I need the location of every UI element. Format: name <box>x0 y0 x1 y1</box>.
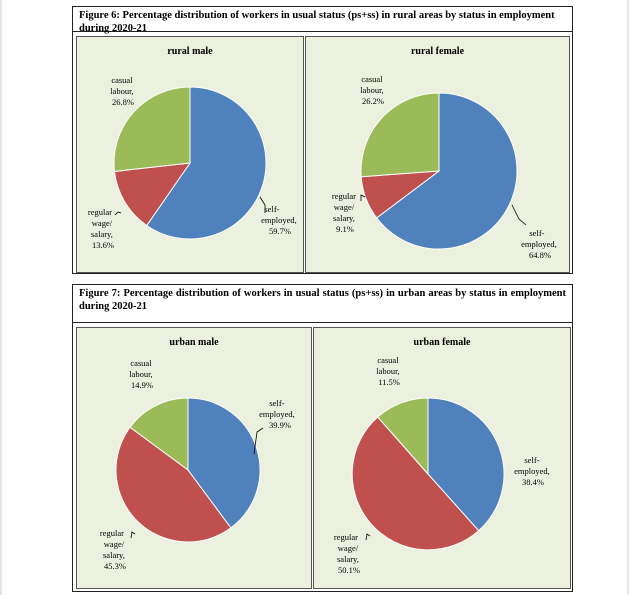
page-edge-left <box>0 0 2 595</box>
label-regular-wage-salary: regular wage/ salary, 13.6% <box>87 207 114 250</box>
figure-7 <box>72 284 573 592</box>
figure-6 <box>72 6 573 274</box>
leader-line <box>115 212 121 215</box>
chart-panel-urban-female <box>313 327 571 589</box>
label-casual-labour: casual labour, 11.5% <box>376 355 400 387</box>
leader-line <box>366 534 370 540</box>
label-casual-labour: casual labour, 14.9% <box>129 358 153 390</box>
chart-panel-rural-male <box>76 36 304 273</box>
leader-line <box>361 195 365 201</box>
pie-chart-urban-male <box>77 328 311 588</box>
label-self-employed: self- employed, 38.4% <box>514 455 550 487</box>
figure-7-title: Figure 7: Percentage distribution of workers in usual status (ps+ss) in urban areas by status in employment during 2020-21 <box>73 285 572 323</box>
chart-panel-urban-male <box>76 327 312 589</box>
pie-chart-rural-male <box>77 37 303 272</box>
chart-title: rural male <box>167 46 213 57</box>
chart-title: urban male <box>169 337 219 348</box>
figure-6-title: Figure 6: Percentage distribution of workers in usual status (ps+ss) in rural areas by status in employment during 2020-21 <box>73 7 572 32</box>
label-casual-labour: casual labour, 26.8% <box>110 75 134 107</box>
pie-chart-urban-female <box>314 328 570 588</box>
label-regular-wage-salary: regular wage/ salary, 50.1% <box>333 532 360 575</box>
label-regular-wage-salary: regular wage/ salary, 45.3% <box>99 528 126 571</box>
label-self-employed: self- employed, 59.7% <box>261 204 297 236</box>
leader-line <box>512 205 526 225</box>
label-regular-wage-salary: regular wage/ salary, 9.1% <box>331 191 356 234</box>
label-self-employed: self- employed, 39.9% <box>259 398 295 430</box>
pie-chart-rural-female <box>306 37 569 272</box>
label-self-employed: self- employed, 64.8% <box>521 228 557 260</box>
chart-title: urban female <box>413 337 471 348</box>
leader-line <box>131 532 135 538</box>
chart-title: rural female <box>410 46 465 57</box>
chart-panel-rural-female <box>305 36 570 273</box>
label-casual-labour: casual labour, 26.2% <box>360 74 384 106</box>
